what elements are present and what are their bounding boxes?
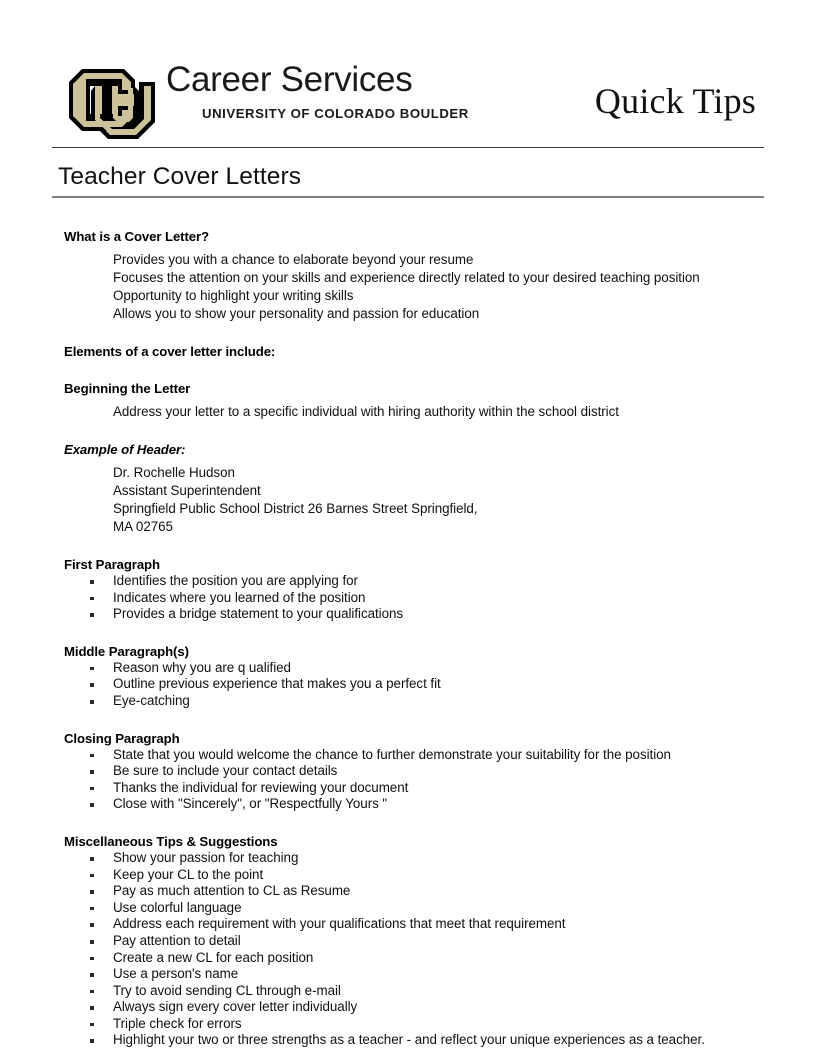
document-body bbox=[0, 228, 816, 1049]
section-heading: Example of Header: bbox=[64, 442, 186, 457]
section-line: Assistant Superintendent bbox=[113, 483, 261, 498]
bullet-item: Identifies the position you are applying for bbox=[0, 573, 816, 590]
section-heading: First Paragraph bbox=[64, 557, 160, 572]
header-divider bbox=[52, 147, 764, 148]
section-spacer bbox=[0, 710, 816, 730]
section-line: Opportunity to highlight your writing skills bbox=[113, 288, 354, 303]
bullet-item: Reason why you are q ualified bbox=[0, 660, 816, 677]
bullet-item: Use a person's name bbox=[0, 966, 816, 983]
section-spacer bbox=[0, 360, 816, 380]
bullet-item: Outline previous experience that makes you a perfect fit bbox=[0, 676, 816, 693]
section-line: Focuses the attention on your skills and experience directly related to your desired teaching position bbox=[113, 270, 700, 285]
cu-career-services-logo-block bbox=[52, 58, 472, 148]
bullet-item: Triple check for errors bbox=[0, 1016, 816, 1033]
page-header bbox=[52, 58, 764, 148]
section-heading: What is a Cover Letter? bbox=[64, 229, 209, 244]
bullet-item: Close with "Sincerely", or "Respectfully Yours " bbox=[0, 796, 816, 813]
section-line: MA 02765 bbox=[113, 519, 173, 534]
bullet-item: Thanks the individual for reviewing your document bbox=[0, 780, 816, 797]
bullet-item: Use colorful language bbox=[0, 900, 816, 917]
section-heading: Elements of a cover letter include: bbox=[64, 344, 276, 359]
university-subtitle: UNIVERSITY OF COLORADO BOULDER bbox=[202, 106, 469, 121]
title-divider bbox=[52, 196, 764, 198]
bullet-item: Always sign every cover letter individually bbox=[0, 999, 816, 1016]
bullet-item: Be sure to include your contact details bbox=[0, 763, 816, 780]
section-line: Springfield Public School District 26 Barnes Street Springfield, bbox=[113, 501, 478, 516]
bullet-item: Try to avoid sending CL through e-mail bbox=[0, 983, 816, 1000]
bullet-item: Pay as much attention to CL as Resume bbox=[0, 883, 816, 900]
section-heading: Beginning the Letter bbox=[64, 381, 191, 396]
bullet-item: Keep your CL to the point bbox=[0, 867, 816, 884]
section-spacer bbox=[0, 623, 816, 643]
quick-tips-label: Quick Tips bbox=[594, 81, 756, 121]
section-line: Address your letter to a specific individual with hiring authority within the school district bbox=[113, 404, 619, 419]
section-heading: Miscellaneous Tips & Suggestions bbox=[64, 833, 278, 849]
section-spacer bbox=[0, 421, 816, 441]
bullet-item: Show your passion for teaching bbox=[0, 850, 816, 867]
bullet-item: Create a new CL for each position bbox=[0, 950, 816, 967]
section-spacer bbox=[0, 536, 816, 556]
bullet-item: Indicates where you learned of the position bbox=[0, 590, 816, 607]
section-heading: Middle Paragraph(s) bbox=[64, 643, 189, 659]
bullet-item: Highlight your two or three strengths as a teacher - and reflect your unique experiences as a teacher. bbox=[0, 1032, 816, 1049]
bullet-item: Eye-catching bbox=[0, 693, 816, 710]
cu-logo-icon bbox=[60, 60, 164, 148]
section-line: Dr. Rochelle Hudson bbox=[113, 465, 235, 480]
career-services-title: Career Services bbox=[166, 60, 413, 99]
page-title: Teacher Cover Letters bbox=[58, 163, 302, 190]
section-spacer bbox=[0, 323, 816, 343]
bullet-item: State that you would welcome the chance to further demonstrate your suitability for the position bbox=[0, 747, 816, 764]
section-line: Provides you with a chance to elaborate beyond your resume bbox=[113, 252, 474, 267]
section-line: Allows you to show your personality and passion for education bbox=[113, 306, 480, 321]
section-spacer bbox=[0, 813, 816, 833]
bullet-item: Pay attention to detail bbox=[0, 933, 816, 950]
brand-text bbox=[164, 58, 474, 121]
bullet-item: Provides a bridge statement to your qualifications bbox=[0, 606, 816, 623]
section-heading: Closing Paragraph bbox=[64, 730, 180, 746]
bullet-item: Address each requirement with your qualifications that meet that requirement bbox=[0, 916, 816, 933]
